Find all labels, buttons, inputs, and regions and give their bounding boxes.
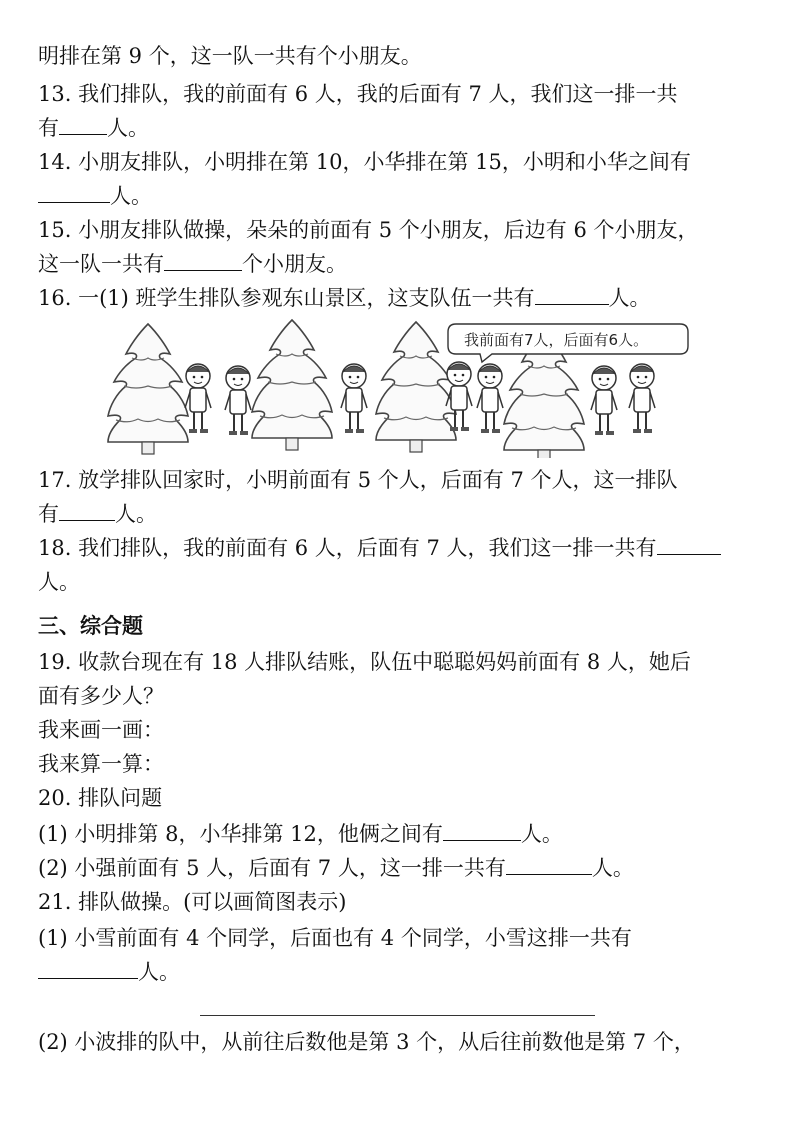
pine-tree-icon <box>108 324 188 454</box>
answer-blank[interactable] <box>59 500 115 521</box>
text: 有 <box>38 502 59 526</box>
question-20-2 <box>38 854 634 882</box>
question-15-line2 <box>38 250 347 278</box>
question-17-line1: 17. 放学排队回家时，小明前面有 5 个人，后面有 7 个人，这一排队 <box>38 468 678 492</box>
question-20: 20. 排队问题 <box>38 786 163 810</box>
child-icon <box>225 366 251 435</box>
text: (1) 小明排第 8，小华排第 12，他俩之间有 <box>38 822 443 846</box>
answer-blank[interactable] <box>506 854 592 875</box>
question-17-line2 <box>38 500 157 528</box>
answer-blank[interactable] <box>443 820 521 841</box>
question-19-line2: 面有多少人？ <box>38 684 164 708</box>
answer-blank[interactable] <box>38 958 138 979</box>
pine-tree-icon <box>252 320 332 450</box>
question-19-line1: 19. 收款台现在有 18 人排队结账，队伍中聪聪妈妈前面有 8 人，她后 <box>38 650 691 674</box>
question-16 <box>38 284 651 312</box>
child-icon <box>185 364 211 433</box>
answer-blank[interactable] <box>38 182 110 203</box>
child-icon <box>591 366 617 435</box>
text: (2) 小强前面有 5 人，后面有 7 人，这一排一共有 <box>38 856 506 880</box>
text: 18. 我们排队，我的前面有 6 人，后面有 7 人，我们这一排一共有 <box>38 536 657 560</box>
question-18-line1 <box>38 534 721 562</box>
answer-blank[interactable] <box>657 534 721 555</box>
text: 个小朋友。 <box>242 252 347 276</box>
answer-blank[interactable] <box>59 114 107 135</box>
child-icon <box>341 364 367 433</box>
question-14-line2 <box>38 182 152 210</box>
section-heading: 三、综合题 <box>38 614 143 638</box>
answer-blank[interactable] <box>164 250 242 271</box>
question-13-line1: 13. 我们排队，我的前面有 6 人，我的后面有 7 人，我们这一排一共 <box>38 82 678 106</box>
text: 这一队一共有 <box>38 252 164 276</box>
pine-tree-icon <box>376 322 456 452</box>
question-21-1-line2 <box>38 958 180 986</box>
text: 16. 一(1) 班学生排队参观东山景区，这支队伍一共有 <box>38 286 535 310</box>
text: 人。 <box>591 856 634 880</box>
queue-illustration <box>100 318 700 458</box>
question-15-line1: 15. 小朋友排队做操，朵朵的前面有 5 个小朋友，后边有 6 个小朋友， <box>38 218 699 242</box>
text: 人。 <box>115 502 157 526</box>
text: 人。 <box>110 184 152 208</box>
answer-line[interactable] <box>200 1015 595 1016</box>
question-13-line2 <box>38 114 149 142</box>
question-21-2: (2) 小波排的队中，从前往后数他是第 3 个，从后往前数他是第 7 个， <box>38 1030 695 1054</box>
text: 有 <box>38 116 59 140</box>
draw-prompt: 我来画一画： <box>38 718 164 742</box>
speech-text: 我前面有7人，后面有6人。 <box>464 331 649 349</box>
question-20-1 <box>38 820 563 848</box>
question-21-1-line1: (1) 小雪前面有 4 个同学，后面也有 4 个同学，小雪这排一共有 <box>38 926 632 950</box>
text: 人。 <box>107 116 149 140</box>
child-icon <box>629 364 655 433</box>
calc-prompt: 我来算一算： <box>38 752 164 776</box>
text-line: 明排在第 9 个，这一队一共有个小朋友。 <box>38 44 422 68</box>
question-14-line1: 14. 小朋友排队，小明排在第 10，小华排在第 15，小明和小华之间有 <box>38 150 691 174</box>
question-21: 21. 排队做操。(可以画简图表示) <box>38 890 347 914</box>
child-icon <box>477 364 503 433</box>
text: 人。 <box>520 822 563 846</box>
question-18-line2: 人。 <box>38 570 80 594</box>
text: 人。 <box>138 960 180 984</box>
text: 人。 <box>608 286 651 310</box>
answer-blank[interactable] <box>535 284 609 305</box>
